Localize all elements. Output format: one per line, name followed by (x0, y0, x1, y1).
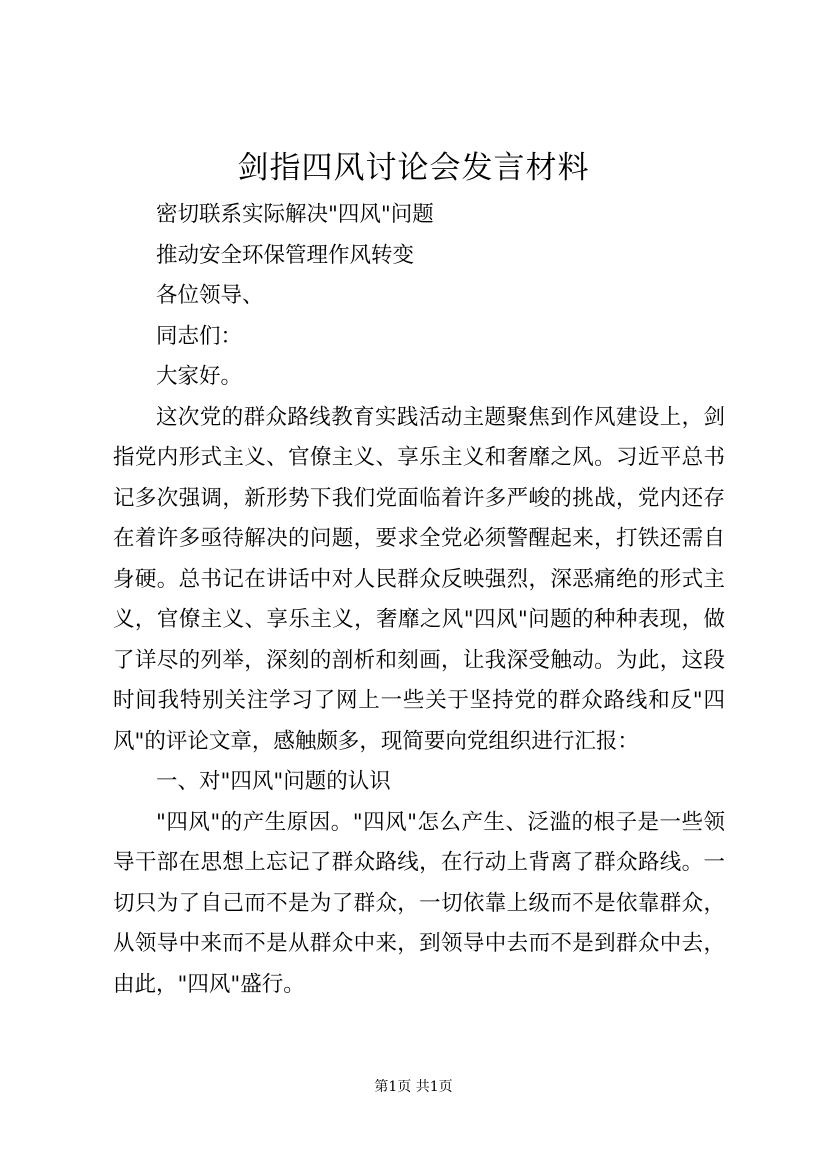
paragraph-line: 时间我特别关注学习了网上一些关于坚持党的群众路线和反"四 (113, 688, 725, 713)
paragraph-line: 推动安全环保管理作风转变 (156, 242, 415, 268)
document-body (113, 195, 725, 1005)
paragraph-line: 义，官僚主义、享乐主义，奢靡之风"四风"问题的种种表现，做 (113, 607, 725, 632)
paragraph-line: 指党内形式主义、官僚主义、享乐主义和奢靡之风。习近平总书 (113, 445, 725, 470)
paragraph-line: 这次党的群众路线教育实践活动主题聚焦到作风建设上，剑 (156, 404, 725, 430)
paragraph-line: 大家好。 (156, 364, 243, 389)
document-title: 剑指四风讨论会发言材料 (237, 150, 590, 186)
paragraph-line: 从领导中来而不是从群众中来，到领导中去而不是到群众中去， (113, 931, 725, 956)
paragraph-line: 切只为了自己而不是为了群众，一切依靠上级而不是依靠群众， (113, 890, 725, 916)
paragraph-line: 同志们： (156, 323, 243, 349)
paragraph-line: 各位领导、 (156, 283, 264, 308)
paragraph-line: 导干部在思想上忘记了群众路线，在行动上背离了群众路线。一 (113, 850, 725, 875)
paragraph-line: 身硬。总书记在讲话中对人民群众反映强烈，深恶痛绝的形式主 (113, 566, 725, 592)
paragraph-line: 记多次强调，新形势下我们党面临着许多严峻的挑战，党内还存 (113, 485, 725, 511)
paragraph-line: 由此，"四风"盛行。 (113, 971, 305, 997)
page-footer: 第1页 共1页 (374, 1079, 453, 1095)
section-heading: 一、对"四风"问题的认识 (156, 769, 391, 794)
paragraph-line: 风"的评论文章，感触颇多，现简要向党组织进行汇报： (113, 728, 639, 754)
paragraph-line: 了详尽的列举，深刻的剖析和刻画，让我深受触动。为此，这段 (113, 647, 725, 673)
paragraph-line: 密切联系实际解决"四风"问题 (156, 202, 434, 227)
paragraph-line: "四风"的产生原因。"四风"怎么产生、泛滥的根子是一些领 (156, 809, 725, 835)
paragraph-line: 在着许多亟待解决的问题，要求全党必须警醒起来，打铁还需自 (113, 526, 725, 551)
